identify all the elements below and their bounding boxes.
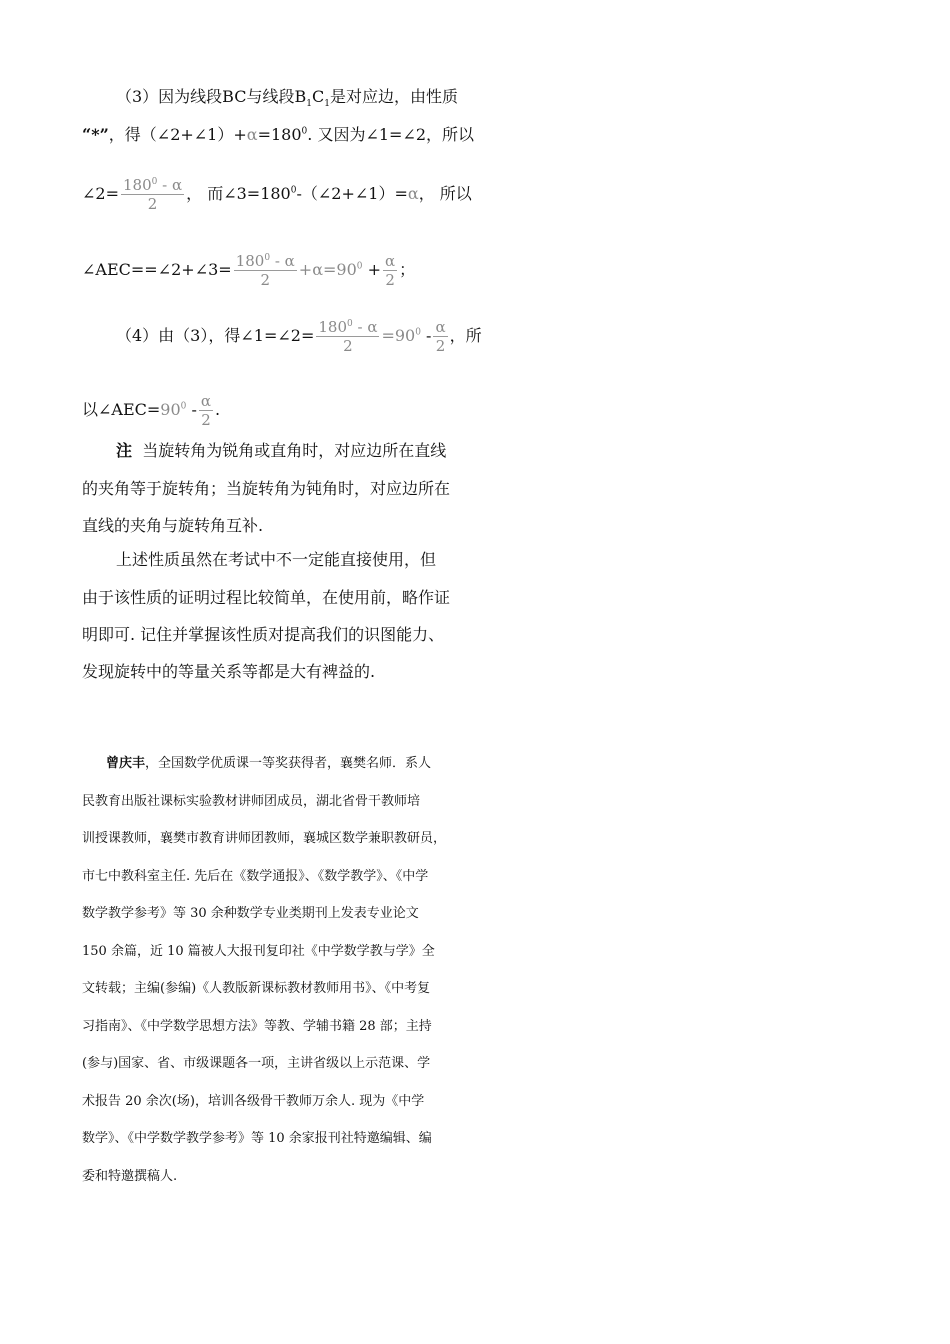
bio-line: 文转载；主编(参编)《人教版新课标教材教师用书》、《中考复 [82, 981, 431, 996]
author-name: 曾庆丰 [106, 756, 146, 771]
p4-text: 以∠AEC= [82, 400, 161, 419]
p4-text: （4）由（3），得∠1=∠2= [116, 326, 315, 345]
p3-text: =180 [257, 125, 302, 144]
bio-line: 数学教学参考》等 30 余种数学专业类期刊上发表专业论文 [82, 906, 419, 921]
p3-text: ， 而∠3=180 [186, 184, 291, 203]
note-line-1 [116, 440, 446, 462]
note-line-3: 直线的夹角与旋转角互补. [82, 516, 264, 535]
alpha-symbol: α [312, 260, 324, 279]
fraction: $\frac{180^0 - \alpha}{2}$ [318, 318, 378, 355]
note-line-2: 的夹角等于旋转角；当旋转角为钝角时，对应边所在 [82, 479, 451, 498]
para-line-1: 上述性质虽然在考试中不一定能直接使用，但 [116, 550, 437, 569]
bio-line: 市七中教科室主任. 先后在《数学通报》、《数学教学》、《中学 [82, 868, 429, 884]
p3-text: （3）因为线段BC与线段B [116, 87, 307, 106]
para-line-2: 由于该性质的证明过程比较简单，在使用前，略作证 [82, 588, 451, 607]
bio-line: 训授课教师，襄樊市教育讲师团教师，襄城区数学兼职教研员， [82, 831, 447, 846]
degree-superscript: 0 [415, 327, 421, 338]
degree-superscript: 0 [290, 185, 297, 196]
p4-text: - [420, 326, 432, 345]
bio-line: 术报告 20 余次(场)，培训各级骨干教师万余人. 现为《中学 [82, 1093, 425, 1109]
p3-text: -（∠2+∠1）= [296, 184, 408, 203]
bio-line: 数学》、《中学数学教学参考》等 10 余家报刊社特邀编辑、编 [82, 1131, 432, 1146]
para-line-4: 发现旋转中的等量关系等都是大有裨益的. [82, 662, 376, 681]
p3-text: ∠2= [82, 184, 119, 203]
p4-line-1 [116, 318, 482, 355]
degree-superscript: 0 [356, 261, 363, 272]
subscript: 1 [324, 99, 330, 110]
p4-text: =90 [381, 326, 416, 345]
degree-superscript: 0 [180, 401, 187, 412]
p4-text: - [186, 400, 197, 419]
bio-line: 习指南》、《中学数学思想方法》等教、学辅书籍 28 部；主持 [82, 1018, 432, 1034]
p3-text: + [362, 260, 382, 279]
p4-text: ，所 [449, 326, 482, 345]
bio-line: 委和特邀撰稿人. [82, 1168, 178, 1184]
p3-line-4 [82, 252, 415, 289]
fraction: $\frac{180^0 - \alpha}{2}$ [123, 176, 183, 213]
subscript: 1 [306, 99, 312, 110]
alpha-symbol: α [246, 125, 258, 144]
p4-text: . [215, 400, 221, 419]
p3-text: 是对应边，由性质 [329, 87, 458, 106]
author-bio [82, 745, 467, 1195]
fraction-alpha-half: $\frac{\alpha}{2}$ [385, 252, 396, 289]
p3-text: C [311, 87, 325, 106]
note-text: 当旋转角为锐角或直角时，对应边所在直线 [142, 441, 447, 460]
fraction-alpha-half: $\frac{\alpha}{2}$ [200, 392, 212, 429]
p3-text: =90 [323, 260, 357, 279]
p3-text: ∠AEC==∠2+∠3= [82, 260, 232, 279]
p3-text: ； [399, 260, 416, 279]
p3-text: ， 所以 [418, 184, 472, 203]
p4-line-2 [82, 392, 220, 429]
p3-line-2 [82, 124, 474, 146]
p3-line-1 [116, 86, 458, 108]
para-line-3: 明即可. 记住并掌握该性质对提高我们的识图能力、 [82, 625, 445, 644]
fraction-alpha-half: $\frac{\alpha}{2}$ [435, 318, 446, 355]
bio-line: 民教育出版社课标实验教材讲师团成员，湖北省骨干教师培 [82, 793, 421, 809]
p4-text: 90 [160, 400, 181, 419]
bio-line: 曾庆丰，全国数学优质课一等奖获得者，襄樊名师．系人 [106, 756, 432, 771]
p3-text: ，得（∠2+∠1）+ [108, 125, 247, 144]
alpha-symbol: α [407, 184, 419, 203]
bio-line: 150 余篇，近 10 篇被人大报刊复印社《中学数学教与学》全 [82, 943, 435, 959]
fraction: $\frac{180^0 - \alpha}{2}$ [235, 252, 295, 289]
note-label: 注 [116, 441, 133, 460]
bio-line: (参与)国家、省、市级课题各一项，主讲省级以上示范课、学 [82, 1056, 431, 1071]
p3-text: + [298, 260, 313, 279]
p3-line-3 [82, 176, 472, 213]
property-mark: “*” [82, 125, 109, 144]
degree-superscript: 0 [301, 126, 308, 137]
p3-text: . 又因为∠1=∠2，所以 [307, 125, 475, 144]
